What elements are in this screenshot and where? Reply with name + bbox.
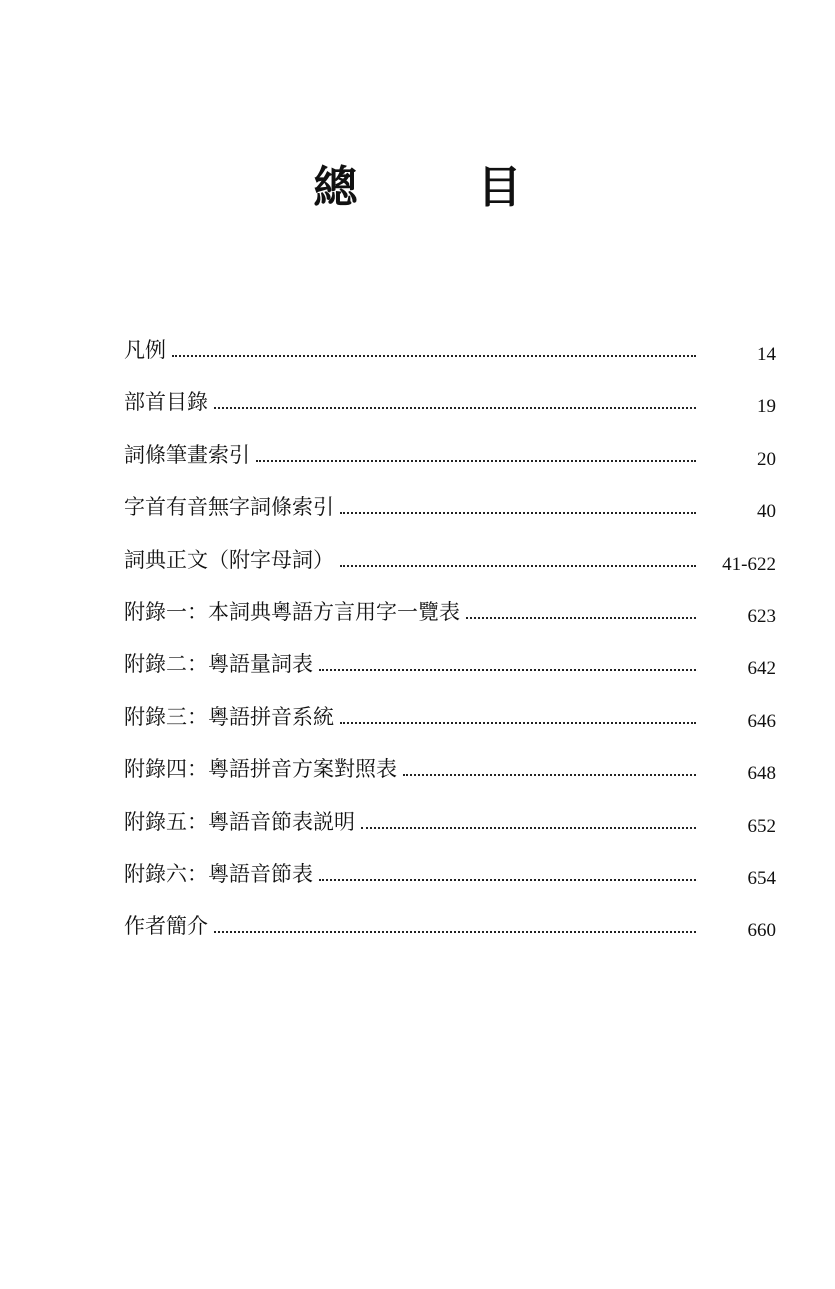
- toc-entry-title: 附錄三：粵語拼音系統: [124, 704, 334, 729]
- toc-entry-page-number: 642: [747, 658, 776, 680]
- toc-entry-page-number: 648: [747, 763, 776, 785]
- toc-entry-page-number: 652: [747, 815, 776, 837]
- toc-entry[interactable]: [124, 590, 776, 642]
- toc-entry-label: [124, 642, 696, 678]
- dot-leader: [466, 617, 696, 619]
- toc-entry[interactable]: [124, 800, 776, 852]
- dot-leader: [361, 827, 696, 829]
- toc-entry-label: [124, 695, 696, 731]
- table-of-contents: [124, 328, 776, 957]
- toc-entry[interactable]: [124, 538, 776, 590]
- toc-entry-title: 附錄二：粵語量詞表: [124, 652, 313, 677]
- dot-leader: [319, 879, 696, 881]
- toc-entry-label: [124, 747, 696, 783]
- dot-leader: [214, 931, 696, 933]
- toc-entry-label: [124, 485, 696, 521]
- toc-entry-page-number: 646: [747, 710, 776, 732]
- toc-entry-label: [124, 590, 696, 626]
- toc-entry-label: [124, 538, 696, 574]
- toc-entry-title: 作者簡介: [124, 914, 208, 939]
- dot-leader: [403, 774, 696, 776]
- toc-entry-page-number: 623: [747, 605, 776, 627]
- toc-entry[interactable]: [124, 380, 776, 432]
- dot-leader: [340, 722, 696, 724]
- toc-entry-title: 詞條筆畫索引: [124, 442, 250, 467]
- toc-entry-page-number: 14: [757, 344, 776, 365]
- dot-leader: [256, 460, 696, 462]
- toc-entry-page-number: 654: [747, 867, 776, 889]
- toc-entry[interactable]: [124, 485, 776, 537]
- toc-entry-label: [124, 904, 696, 940]
- toc-entry-page-number: 41-622: [722, 553, 776, 575]
- toc-entry[interactable]: [124, 747, 776, 799]
- toc-entry-title: 附錄四：粵語拼音方案對照表: [124, 757, 397, 782]
- toc-entry-title: 部首目錄: [124, 390, 208, 415]
- toc-entry[interactable]: [124, 695, 776, 747]
- dot-leader: [214, 407, 696, 409]
- toc-entry-page-number: 40: [757, 501, 776, 523]
- toc-entry-label: [124, 852, 696, 888]
- toc-entry-title: 附錄六：粵語音節表: [124, 861, 313, 886]
- toc-entry-page-number: 660: [747, 920, 776, 942]
- toc-entry[interactable]: [124, 852, 776, 904]
- toc-entry-label: [124, 800, 696, 836]
- toc-entry-page-number: 19: [757, 396, 776, 418]
- toc-entry-title: 詞典正文（附字母詞）: [124, 547, 334, 572]
- toc-entry[interactable]: [124, 433, 776, 485]
- toc-entry[interactable]: [124, 328, 776, 380]
- toc-entry[interactable]: [124, 904, 776, 956]
- toc-entry-page-number: 20: [757, 448, 776, 470]
- toc-entry-label: [124, 380, 696, 416]
- toc-entry[interactable]: [124, 642, 776, 694]
- toc-entry-label: [124, 328, 696, 364]
- toc-entry-title: 字首有音無字詞條索引: [124, 495, 334, 520]
- dot-leader: [340, 512, 696, 514]
- toc-entry-title: 凡例: [124, 338, 166, 362]
- toc-entry-title: 附錄五：粵語音節表説明: [124, 809, 355, 834]
- dot-leader: [340, 565, 696, 567]
- page-title: 總 目: [313, 162, 560, 213]
- dot-leader: [319, 669, 696, 671]
- dot-leader: [172, 355, 696, 357]
- toc-entry-title: 附錄一：本詞典粵語方言用字一覽表: [124, 599, 460, 624]
- toc-entry-label: [124, 433, 696, 469]
